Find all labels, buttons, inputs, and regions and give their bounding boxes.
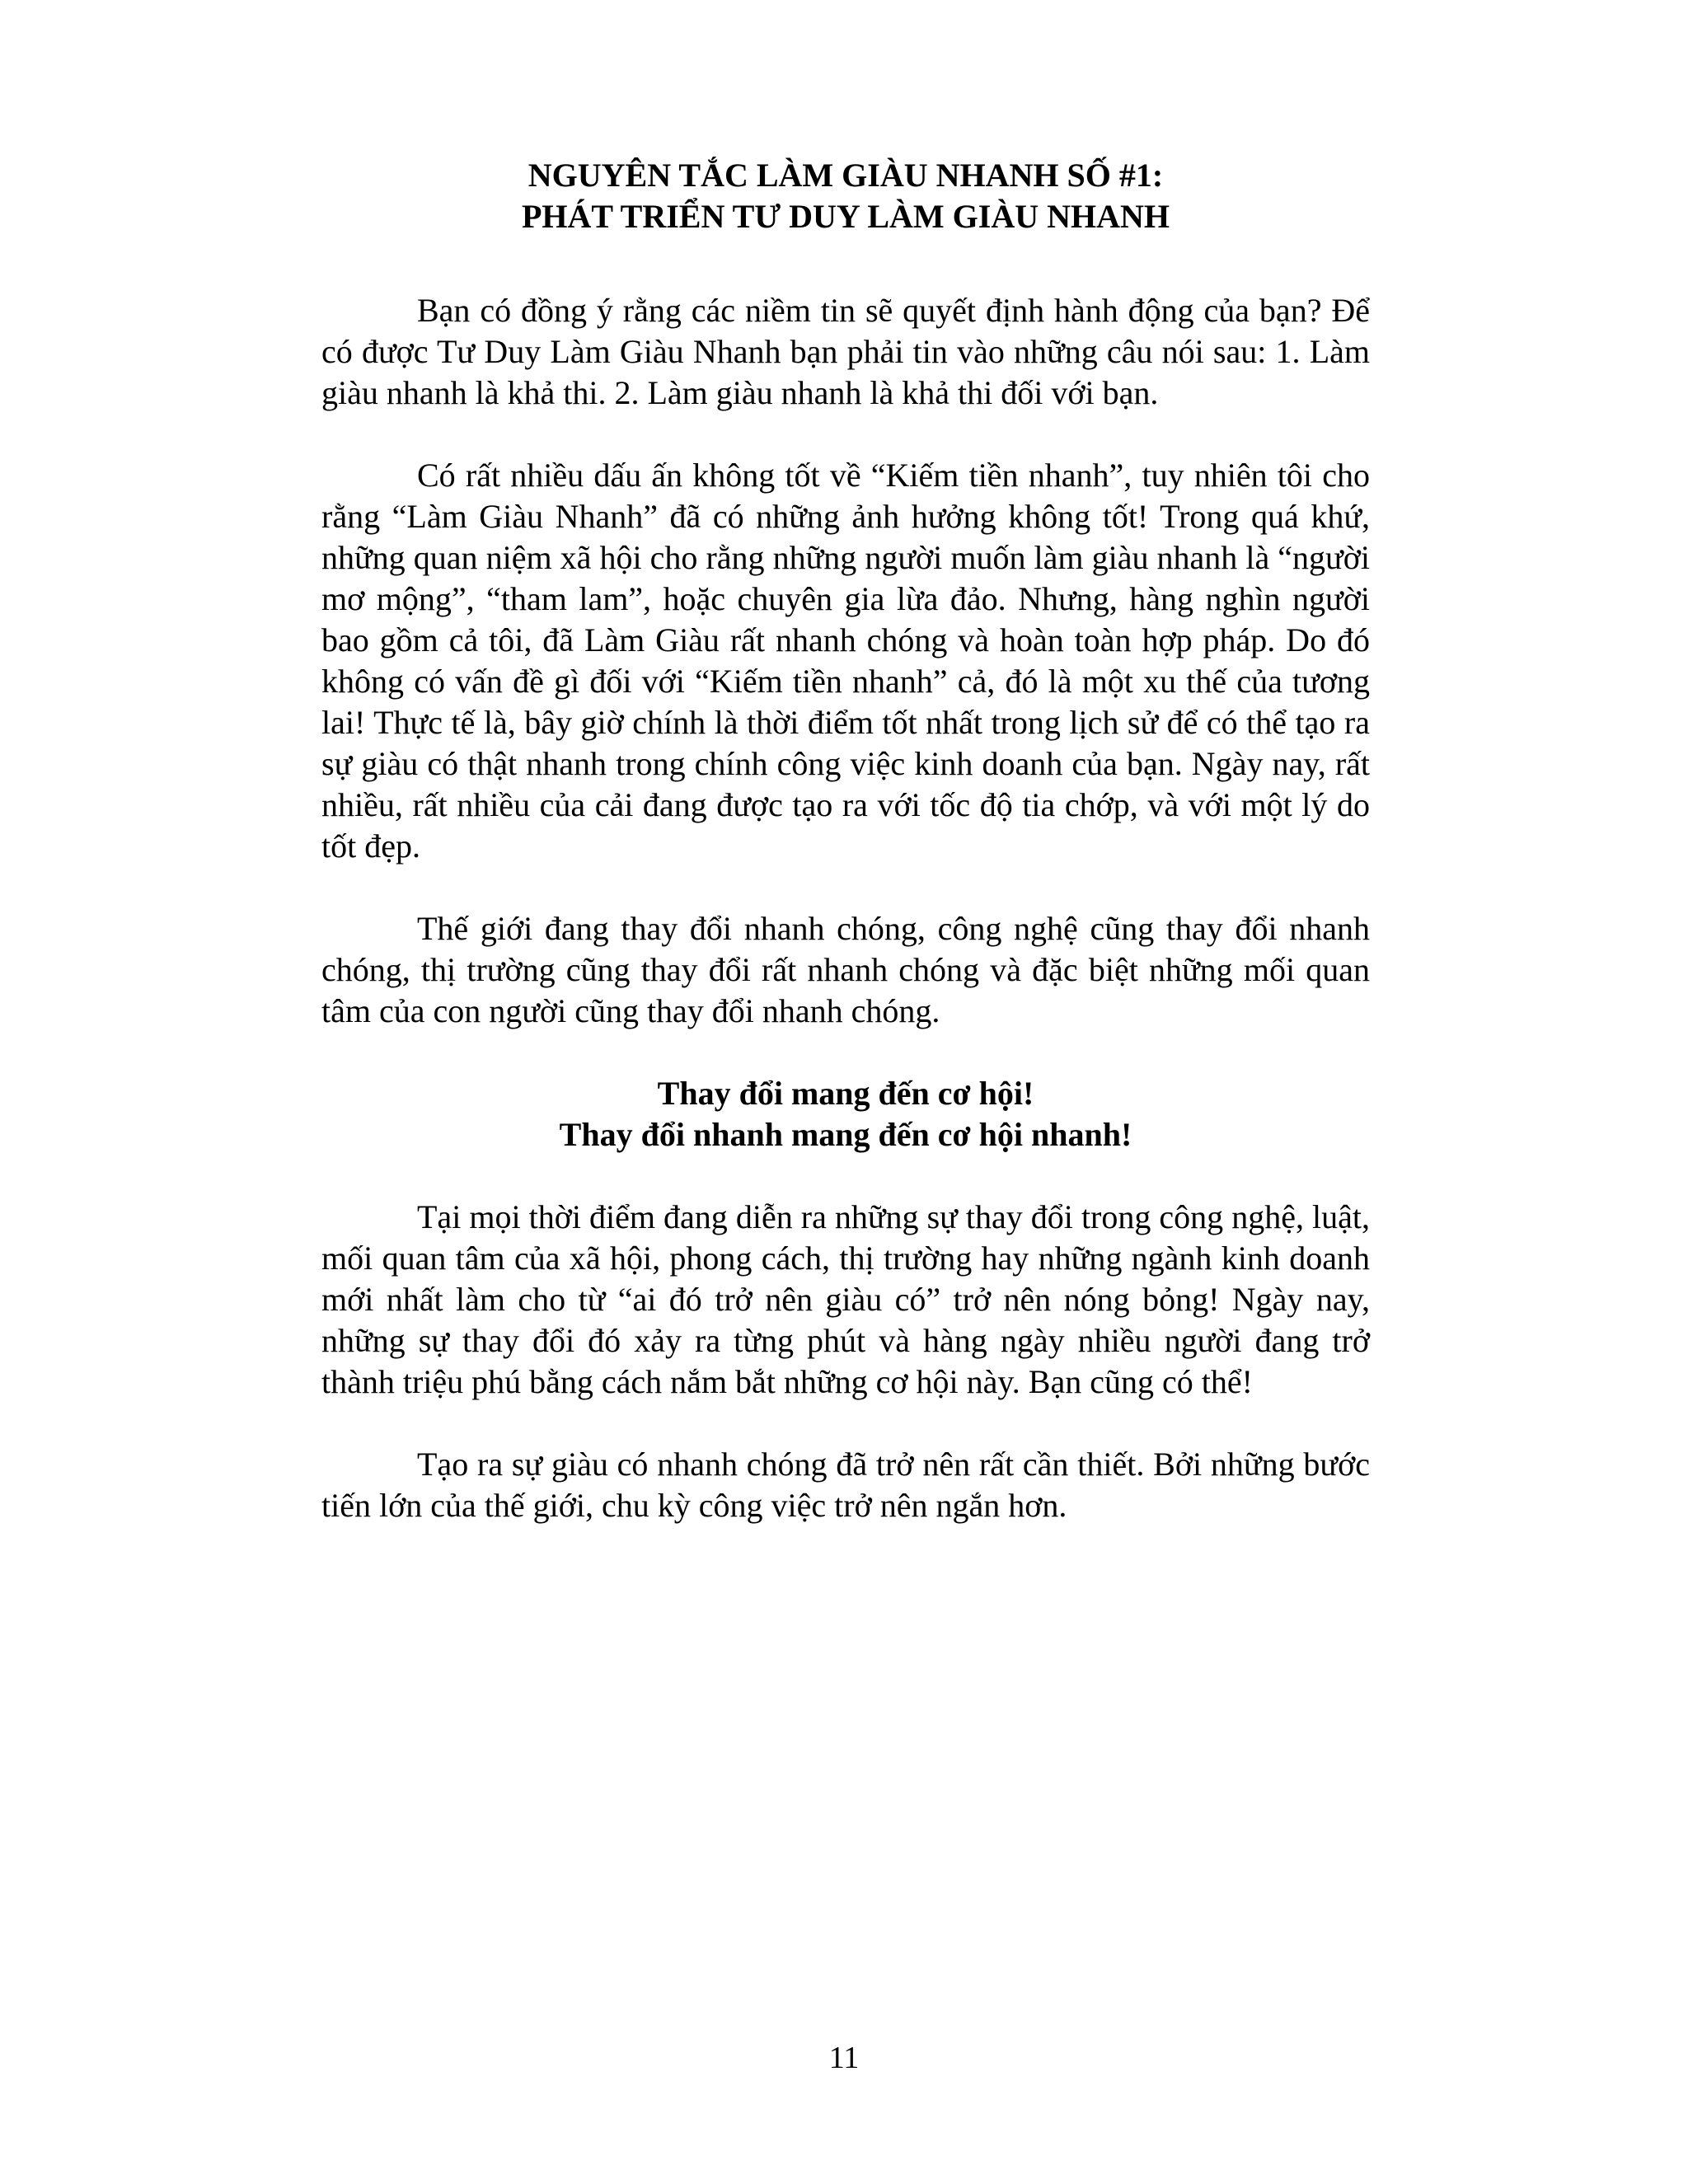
body-paragraph: Tại mọi thời điểm đang diễn ra những sự thay đổi trong công nghệ, luật, mối quan tâm của xã hội, phong cách, thị trường hay những ngành kinh doanh mới nhất làm cho từ “ai đó trở nên giàu có” trở nên nóng bỏng! Ngày nay, những sự thay đổi đó xảy ra từng phút và hàng ngày nhiều người đang trở thành triệu phú bằng cách nắm bắt những cơ hội này. Bạn cũng có thể! (321, 1198, 1370, 1400)
page-number: 11 (828, 2041, 860, 2075)
body-paragraph: Có rất nhiều dấu ấn không tốt về “Kiếm tiền nhanh”, tuy nhiên tôi cho rằng “Làm Giàu Nhanh” đã có những ảnh hưởng không tốt! Trong quá khứ, những quan niệm xã hội cho rằng những người muốn làm giàu nhanh là “người mơ mộng”, “tham lam”, hoặc chuyên gia lừa đảo. Nhưng, hàng nghìn người bao gồm cả tôi, đã Làm Giàu rất nhanh chóng và hoàn toàn hợp pháp. Do đó không có vấn đề gì đối với “Kiếm tiền nhanh” cả, đó là một xu thế của tương lai! Thực tế là, bây giờ chính là thời điểm tốt nhất trong lịch sử để có thể tạo ra sự giàu có thật nhanh trong chính công việc kinh doanh của bạn. Ngày nay, rất nhiều, rất nhiều của cải đang được tạo ra với tốc độ tia chớp, và với một lý do tốt đẹp. (321, 457, 1370, 865)
chapter-title-line-1: NGUYÊN TẮC LÀM GIÀU NHANH SỐ #1: (528, 157, 1164, 194)
body-paragraph: Bạn có đồng ý rằng các niềm tin sẽ quyết định hành động của bạn? Để có được Tư Duy Làm Giàu Nhanh bạn phải tin vào những câu nói sau: 1. Làm giàu nhanh là khả thi. 2. Làm giàu nhanh là khả thi đối với bạn. (321, 292, 1370, 411)
spacer (321, 1032, 1370, 1073)
spacer (321, 237, 1370, 290)
body-paragraph: Thế giới đang thay đổi nhanh chóng, công nghệ cũng thay đổi nhanh chóng, thị trường cũng thay đổi rất nhanh chóng và đặc biệt những mối quan tâm của con người cũng thay đổi nhanh chóng. (321, 910, 1370, 1029)
spacer (321, 1403, 1370, 1444)
spacer (321, 414, 1370, 455)
spacer (321, 867, 1370, 908)
subheading-line-1: Thay đổi mang đến cơ hội! (657, 1075, 1034, 1112)
page-content (321, 155, 1370, 1526)
spacer (321, 1155, 1370, 1197)
body-paragraph: Tạo ra sự giàu có nhanh chóng đã trở nên rất cần thiết. Bởi những bước tiến lớn của thế giới, chu kỳ công việc trở nên ngắn hơn. (321, 1446, 1370, 1524)
subheading-line-2: Thay đổi nhanh mang đến cơ hội nhanh! (559, 1116, 1132, 1153)
chapter-title-line-2: PHÁT TRIỂN TƯ DUY LÀM GIÀU NHANH (522, 198, 1170, 235)
